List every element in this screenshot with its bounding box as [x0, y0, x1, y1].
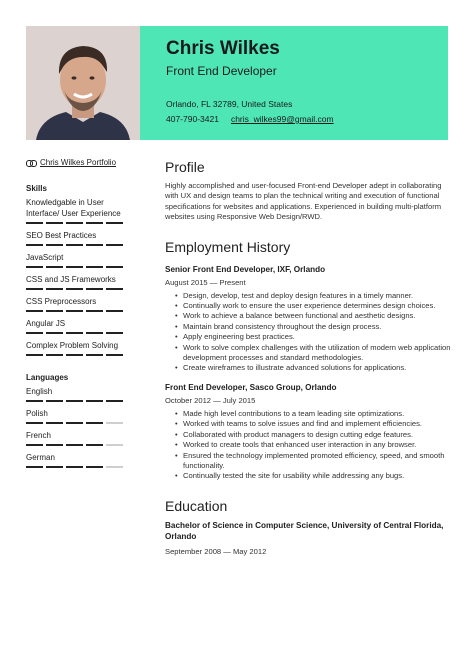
job-bullets [165, 291, 453, 374]
education-section [165, 497, 453, 556]
rated-item-label: CSS and JS Frameworks [26, 275, 116, 284]
level-segment [26, 266, 43, 268]
level-segment [66, 422, 83, 424]
level-segment [46, 222, 63, 224]
level-segment [26, 222, 43, 224]
level-segment [46, 310, 63, 312]
employment-heading: Employment History [165, 238, 291, 255]
job-bullet: • Create wireframes to illustrate advanced solutions for applications. [175, 363, 453, 373]
level-segment [46, 288, 63, 290]
job-title: Front End Developer, Sasco Group, Orlando [165, 382, 337, 392]
level-bar [26, 466, 126, 468]
level-bar [26, 444, 126, 446]
level-segment [86, 266, 103, 268]
level-segment [26, 444, 43, 446]
job-bullet: • Work to solve complex challenges with the utilization of modern web application development processes and standard methodologies. [175, 343, 453, 364]
level-segment [26, 310, 43, 312]
education-heading: Education [165, 497, 228, 514]
job-entry [165, 265, 453, 374]
rated-item [26, 430, 126, 446]
level-segment [86, 466, 103, 468]
job-bullet: • Worked with teams to solve issues and find and implement efficiencies. [175, 419, 453, 429]
level-bar [26, 266, 126, 268]
level-segment [46, 332, 63, 334]
job-dates: October 2012 — July 2015 [165, 395, 256, 405]
level-segment [46, 400, 63, 402]
candidate-title: Front End Developer [166, 64, 277, 78]
level-segment [26, 400, 43, 402]
languages-heading: Languages [26, 373, 69, 382]
rated-item [26, 230, 126, 246]
level-segment [106, 266, 123, 268]
level-segment [106, 466, 123, 468]
level-bar [26, 244, 126, 246]
level-bar [26, 288, 126, 290]
level-bar [26, 354, 126, 356]
level-segment [86, 422, 103, 424]
level-bar [26, 400, 126, 402]
job-title: Senior Front End Developer, IXF, Orlando [165, 264, 326, 274]
rated-item [26, 408, 126, 424]
level-segment [66, 354, 83, 356]
job-bullet: • Apply engineering best practices. [175, 332, 453, 342]
resume-header [26, 26, 448, 140]
level-segment [86, 354, 103, 356]
rated-item-label: Complex Problem Solving [26, 341, 119, 350]
level-segment [106, 354, 123, 356]
languages-list [26, 386, 126, 468]
level-segment [106, 288, 123, 290]
address: Orlando, FL 32789, United States [166, 99, 293, 109]
link-icon [26, 160, 35, 165]
rated-item-label: Polish [26, 409, 48, 418]
job-dates: August 2015 — Present [165, 277, 246, 287]
level-segment [26, 332, 43, 334]
level-segment [26, 422, 43, 424]
level-segment [106, 444, 123, 446]
level-bar [26, 222, 126, 224]
level-segment [66, 466, 83, 468]
education-dates: September 2008 — May 2012 [165, 546, 267, 556]
rated-item-label: French [26, 431, 51, 440]
main-content [165, 158, 453, 556]
job-bullet: • Made high level contributions to a team leading site optimizations. [175, 409, 453, 419]
rated-item-label: CSS Preprocessors [26, 297, 97, 306]
level-segment [106, 400, 123, 402]
level-segment [66, 310, 83, 312]
level-segment [46, 354, 63, 356]
level-segment [86, 244, 103, 246]
job-bullets [165, 409, 453, 482]
rated-item-label: SEO Best Practices [26, 231, 97, 240]
level-segment [46, 266, 63, 268]
level-segment [46, 422, 63, 424]
level-segment [66, 288, 83, 290]
profile-section [165, 158, 453, 223]
level-segment [66, 444, 83, 446]
rated-item [26, 340, 126, 356]
job-bullet: • Collaborated with product managers to design cutting edge features. [175, 430, 453, 440]
level-segment [86, 288, 103, 290]
level-segment [26, 466, 43, 468]
level-bar [26, 332, 126, 334]
degree: Bachelor of Science in Computer Science, University of Central Florida, Orlando [165, 520, 444, 542]
level-segment [66, 266, 83, 268]
profile-text: Highly accomplished and user-focused Front-end Developer adept in collaborating with UX and design teams to plan the technical writing and execution of functional specifications for websites and applications. Experienced in building multi-platform websites using Responsive Web Design/RWD. [165, 181, 442, 222]
rated-item [26, 274, 126, 290]
skills-list [26, 197, 126, 356]
level-segment [86, 444, 103, 446]
sidebar [26, 158, 126, 474]
level-segment [86, 310, 103, 312]
level-bar [26, 310, 126, 312]
profile-heading: Profile [165, 159, 205, 175]
rated-item-label: JavaScript [26, 253, 64, 262]
job-bullet: • Maintain brand consistency throughout the design process. [175, 322, 453, 332]
candidate-name: Chris Wilkes [166, 38, 280, 59]
level-bar [26, 422, 126, 424]
job-bullet: • Worked to create tools that enhanced user interaction in any browser. [175, 440, 453, 450]
header-band [140, 26, 448, 140]
rated-item [26, 318, 126, 334]
job-bullet: • Design, develop, test and deploy design features in a timely manner. [175, 291, 453, 301]
level-segment [106, 332, 123, 334]
skills-heading: Skills [26, 184, 47, 193]
level-segment [26, 288, 43, 290]
level-segment [106, 422, 123, 424]
jobs-list [165, 265, 453, 482]
rated-item-label: English [26, 387, 53, 396]
level-segment [66, 244, 83, 246]
level-segment [86, 222, 103, 224]
profile-photo [26, 26, 140, 140]
level-segment [66, 400, 83, 402]
level-segment [46, 244, 63, 246]
level-segment [106, 310, 123, 312]
contact-row [166, 114, 448, 124]
level-segment [106, 244, 123, 246]
employment-section [165, 238, 453, 482]
email-link[interactable]: chris_wilkes99@gmail.com [230, 114, 334, 124]
job-bullet: • Ensured the technology implemented promoted efficiency, speed, and smooth functionality. [175, 451, 453, 472]
level-segment [66, 332, 83, 334]
level-segment [26, 354, 43, 356]
rated-item [26, 386, 126, 402]
rated-item [26, 197, 126, 224]
rated-item-label: Knowledgable in User Interface/ User Experience [26, 198, 121, 218]
level-segment [86, 332, 103, 334]
rated-item-label: Angular JS [26, 319, 66, 328]
portfolio-link[interactable] [26, 158, 126, 167]
rated-item [26, 452, 126, 468]
level-segment [46, 444, 63, 446]
level-segment [106, 222, 123, 224]
job-bullet: • Continually tested the site for usability while addressing any bugs. [175, 471, 453, 481]
level-segment [66, 222, 83, 224]
level-segment [46, 466, 63, 468]
job-bullet: • Work to achieve a balance between functional and aesthetic designs. [175, 311, 453, 321]
job-bullet: • Continually work to ensure the user experience determines design choices. [175, 301, 453, 311]
portfolio-label[interactable]: Chris Wilkes Portfolio [40, 158, 117, 167]
phone: 407-790-3421 [166, 114, 219, 124]
rated-item-label: German [26, 453, 55, 462]
rated-item [26, 296, 126, 312]
level-segment [26, 244, 43, 246]
level-segment [86, 400, 103, 402]
job-entry [165, 383, 453, 482]
rated-item [26, 252, 126, 268]
